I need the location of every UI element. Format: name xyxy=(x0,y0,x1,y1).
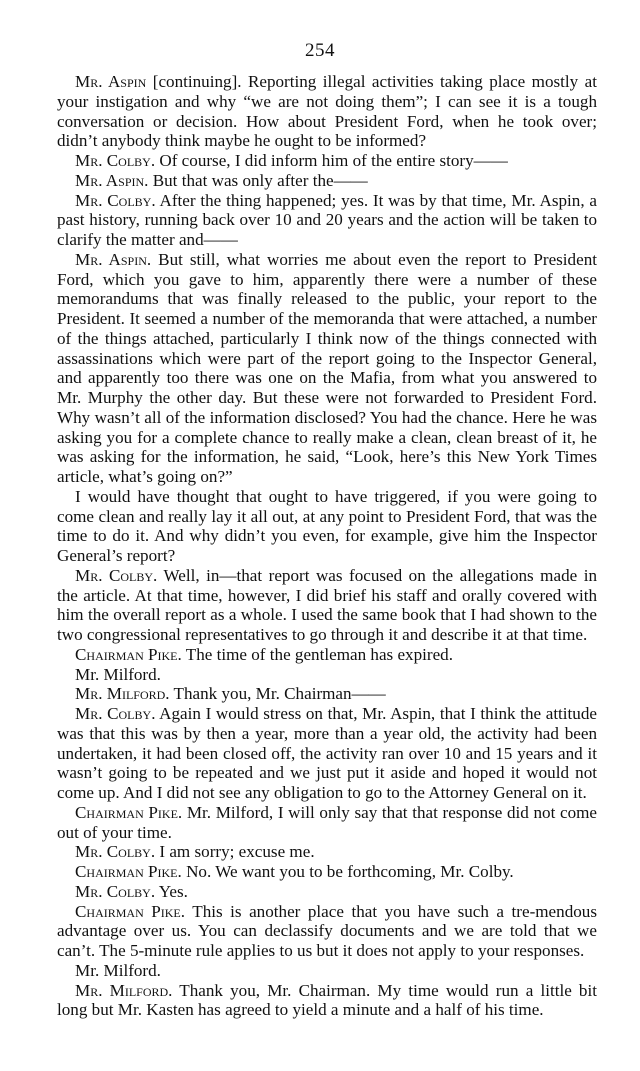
speaker-name: Chairman Pike xyxy=(75,862,178,881)
paragraph-9 xyxy=(57,665,597,685)
paragraph-text: . No. We want you to be forthcoming, Mr. Colby. xyxy=(177,862,514,881)
speaker-name: Mr. Aspin xyxy=(75,72,147,91)
paragraph-text: . Mr. Milford, I will only say that that response did not come out of your time. xyxy=(57,802,598,842)
speaker-name: Mr. Colby xyxy=(75,842,151,862)
paragraph-text: . Well, in—that report was focused on the allegations made in the article. At that time, however, I did brief his staff and orally covered with him the overall report as a whole. I used the same book that I had shown to the two congressional representatives to go through it and describe it at that time. xyxy=(57,565,597,644)
hearing-transcript xyxy=(57,72,597,1020)
paragraph-2 xyxy=(57,151,597,171)
paragraph-text: . Of course, I did inform him of the entire story—— xyxy=(150,151,508,170)
paragraph-text: . Thank you, Mr. Chairman—— xyxy=(165,684,386,704)
paragraph-text: [continuing]. Reporting illegal activities taking place mostly at your instigation and why “we are not doing them”; I can see it is a tough conversation or decision. How about President Ford, when he took over; didn’t anybody think maybe he ought to be informed? xyxy=(57,72,597,151)
paragraph-12 xyxy=(57,803,597,843)
paragraph-text: . This is another place that you have such a tre-mendous advantage over us. You can declassify documents and we are told that we can’t. The 5-minute rule applies to us but it does not apply to your responses. xyxy=(57,901,597,960)
speaker-name: Chairman Pike xyxy=(75,901,181,921)
speaker-name: Mr. Aspin xyxy=(75,249,147,269)
paragraph-text: . Thank you, Mr. Chairman. My time would run a little bit long but Mr. Kasten has agreed to yield a minute and a half of his time. xyxy=(57,980,597,1020)
paragraph-text: . After the thing happened; yes. It was by that time, Mr. Aspin, a past history, running back over 10 and 20 years and the action will be taken to clarify the matter and—— xyxy=(57,190,597,249)
paragraph-5 xyxy=(57,250,597,487)
speaker-name: Mr. Colby xyxy=(75,151,151,170)
page-number: 254 xyxy=(305,40,335,61)
speaker-name: Mr. Colby xyxy=(75,881,151,901)
speaker-name: Chairman Pike xyxy=(75,802,178,822)
speaker-name: Mr. Milford xyxy=(75,684,166,704)
speaker-name: Mr. Aspin xyxy=(75,170,145,190)
paragraph-text: Mr. Milford. xyxy=(75,664,161,684)
paragraph-8 xyxy=(57,645,597,665)
speaker-name: Mr. Colby xyxy=(75,565,154,585)
paragraph-7 xyxy=(57,566,597,645)
paragraph-18 xyxy=(57,981,597,1021)
paragraph-text: Mr. Milford. xyxy=(75,960,161,980)
paragraph-text: . Yes. xyxy=(150,881,188,901)
paragraph-text: . But that was only after the—— xyxy=(144,170,368,190)
speaker-name: Mr. Milford xyxy=(75,980,169,1000)
paragraph-1 xyxy=(57,72,597,151)
paragraph-3 xyxy=(57,171,597,191)
paragraph-text: . Again I would stress on that, Mr. Aspin, that I think the attitude was that this was by then a year, more than a year old, the activity had been undertaken, it had been closed off, the activity ran over 10 and 15 years and it wasn’t going to be repeated and we just put it aside and hoped it would not come up. And I did not see any obligation to go to the Attorney General on it. xyxy=(57,704,597,802)
paragraph-15 xyxy=(57,882,597,902)
paragraph-11 xyxy=(57,704,597,803)
paragraph-text: . I am sorry; excuse me. xyxy=(150,842,315,862)
paragraph-text: . The time of the gentleman has expired. xyxy=(177,644,453,664)
paragraph-10 xyxy=(57,684,597,704)
paragraph-16 xyxy=(57,902,597,961)
paragraph-13 xyxy=(57,842,597,862)
speaker-name: Chairman Pike xyxy=(75,644,178,664)
paragraph-text: . But still, what worries me about even the report to President Ford, which you gave to him, apparently there were a number of these memorandums that was finally released to the public, your report to the President. It seemed a number of the memoranda that were attached, a number of the things attached, particularly I think now of the things connected with assassinations which were part of the report going to the Inspector General, and apparently too there was one on the Mafia, from what you answered to Mr. Murphy the other day. But these were not forwarded to President Ford. Why wasn’t all of the information disclosed? You had the chance. Here he was asking you for a complete chance to really make a clean, clean breast of it, he was asking for the information, he said, “Look, here’s this New York Times article, what’s going on?” xyxy=(57,249,597,486)
paragraph-17 xyxy=(57,961,597,981)
paragraph-4 xyxy=(57,191,597,250)
paragraph-14 xyxy=(57,862,597,882)
paragraph-text: I would have thought that ought to have triggered, if you were going to come clean and really lay it all out, at any point to President Ford, that was the time to do it. And why didn’t you even, for example, give him the Inspector General’s report? xyxy=(57,486,597,565)
speaker-name: Mr. Colby xyxy=(75,704,152,723)
paragraph-6 xyxy=(57,487,597,566)
speaker-name: Mr. Colby xyxy=(75,190,152,210)
